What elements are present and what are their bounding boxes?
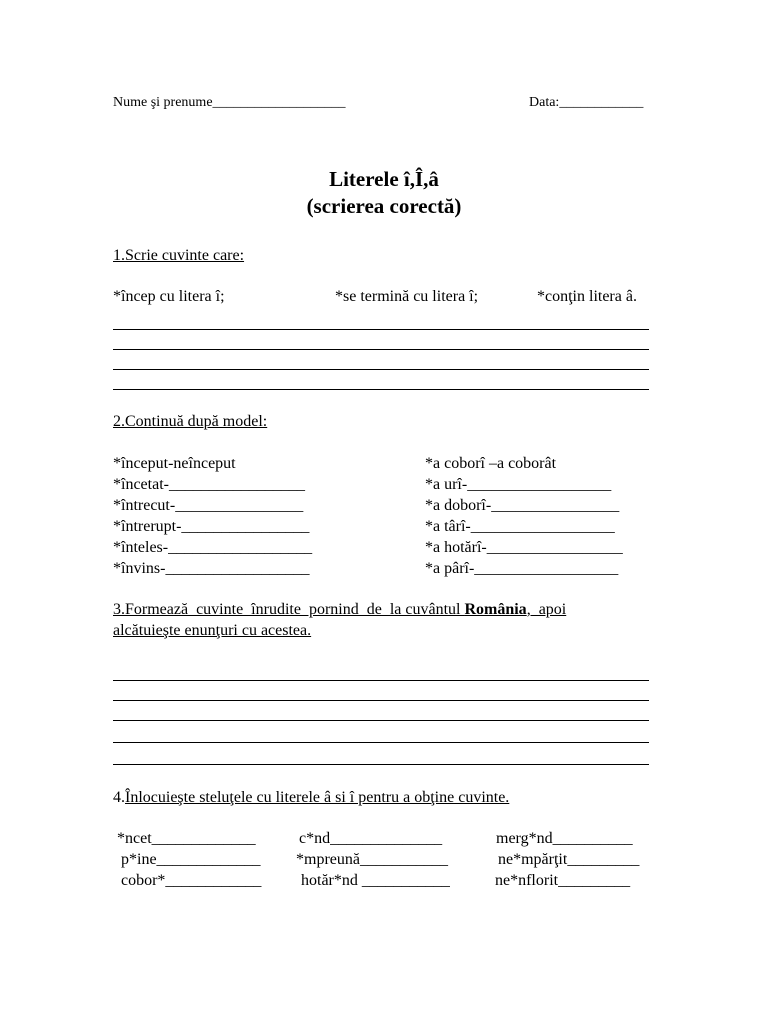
exercise-1-col-start: *încep cu litera î; <box>113 288 225 305</box>
exercise-2-left-item[interactable]: *întrecut-________________ <box>113 497 304 514</box>
exercise-2-heading: 2.Continuă după model: <box>113 413 268 430</box>
answer-line[interactable] <box>113 764 649 765</box>
exercise-2-right-item[interactable]: *a pârî-__________________ <box>425 560 619 577</box>
exercise-4-word[interactable]: c*nd______________ <box>299 830 443 847</box>
exercise-4-word[interactable]: *ncet_____________ <box>117 830 256 847</box>
answer-line[interactable] <box>113 389 649 390</box>
page-subtitle: (scrierea corectă) <box>306 194 462 218</box>
exercise-1-col-contain: *conţin litera â. <box>537 288 637 305</box>
exercise-2-right-item[interactable]: *a hotărî-_________________ <box>425 539 623 556</box>
exercise-4-word[interactable]: ne*mpărţit_________ <box>494 851 640 868</box>
exercise-4-word[interactable]: *mpreună___________ <box>296 851 448 868</box>
exercise-4-word[interactable]: hotăr*nd ___________ <box>301 872 450 889</box>
exercise-4-word[interactable]: p*ine_____________ <box>117 851 261 868</box>
exercise-2-left-item[interactable]: *întrerupt-________________ <box>113 518 310 535</box>
exercise-4-heading: 4.Înlocuieşte steluţele cu literele â si î pentru a obţine cuvinte. <box>113 789 510 806</box>
exercise-2-right-item[interactable]: *a doborî-________________ <box>425 497 620 514</box>
answer-line[interactable] <box>113 329 649 330</box>
answer-line[interactable] <box>113 720 649 721</box>
answer-line[interactable] <box>113 349 649 350</box>
exercise-2-left-item[interactable]: *învins-__________________ <box>113 560 310 577</box>
exercise-2-right-item: *a coborî –a coborât <box>425 455 557 472</box>
answer-line[interactable] <box>113 369 649 370</box>
exercise-4-word[interactable]: cobor*____________ <box>117 872 262 889</box>
exercise-2-right-item[interactable]: *a târî-__________________ <box>425 518 615 535</box>
answer-line[interactable] <box>113 742 649 743</box>
page-title: Literele î,Î,â <box>329 167 439 191</box>
exercise-2-left-item[interactable]: *înteles-__________________ <box>113 539 313 556</box>
exercise-3-heading: 3.Formează cuvinte înrudite pornind de la cuvântul România, apoi <box>113 601 567 618</box>
answer-line[interactable] <box>113 680 649 681</box>
name-field-label: Nume şi prenume___________________ <box>113 95 346 110</box>
exercise-2-left-item: *început-neînceput <box>113 455 236 472</box>
exercise-2-left-item[interactable]: *încetat-_________________ <box>113 476 305 493</box>
exercise-1-heading: 1.Scrie cuvinte care: <box>113 247 245 264</box>
answer-line[interactable] <box>113 700 649 701</box>
keyword-romania: România <box>464 601 527 618</box>
exercise-1-col-end: *se termină cu litera î; <box>335 288 479 305</box>
exercise-4-word[interactable]: ne*nflorit_________ <box>495 872 631 889</box>
exercise-4-word[interactable]: merg*nd__________ <box>496 830 633 847</box>
exercise-2-right-item[interactable]: *a urî-__________________ <box>425 476 612 493</box>
exercise-3-heading-line2: alcătuieşte enunţuri cu acestea. <box>113 622 312 639</box>
date-field-label: Data:____________ <box>529 95 644 110</box>
